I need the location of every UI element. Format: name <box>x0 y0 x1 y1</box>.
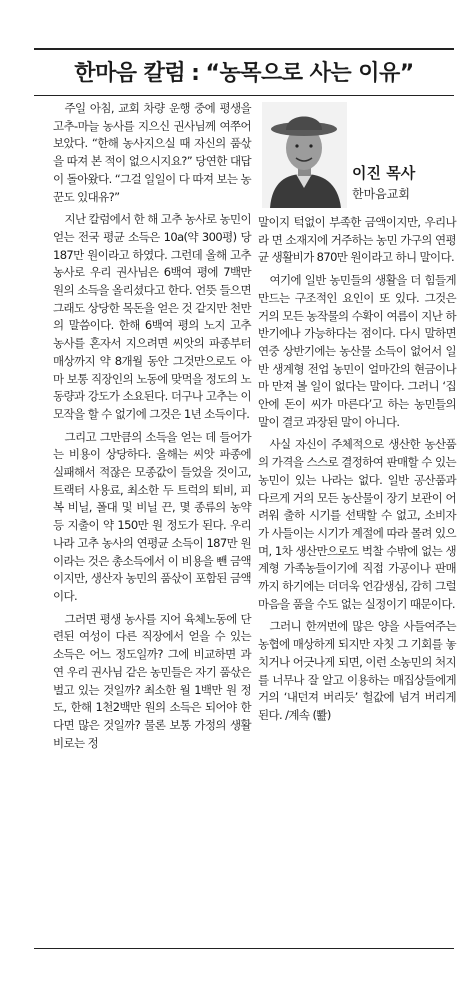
author-name: 이진 목사 <box>352 164 416 182</box>
top-rule <box>34 48 454 50</box>
column-series-label: 한마음 칼럼 <box>74 61 186 86</box>
column-headline: “농목으로 사는 이유” <box>205 61 414 86</box>
paragraph: 여기에 일반 농민들의 생활을 더 힘들게 만드는 구조적인 요인이 또 있다. 그것은 거의 모든 농작물의 수확이 여름이 지난 하반기에나 가능하다는 점이다. 다시 말하면 연중 상반기에는 농산물 소득이 없어서 일반 생계형 전업 농민이 얼마간의 현금이나마 만져 볼 일이 없다는 말이다. 그러니 ‘집안에 돈이 씨가 마른다’고 하는 농민들의 말이 결코 과장된 말이 아니다. <box>258 273 456 429</box>
paragraph: 주일 아침, 교회 차량 운행 중에 평생을 고추-마늘 농사를 지으신 권사님께 여쭈어보았다. “한해 농사지으실 때 자신의 품삯을 따져 본 적이 없으시지요?” 당연한 대답이 돌아왔다. “그걸 일일이 다 따져 보는 농꾼도 있대유?” <box>53 101 251 204</box>
paragraph: 말이지 턱없이 부족한 금액이지만, 우리나라 면 소재지에 거주하는 농민 가구의 연평균 생활비가 870만 원이라고 하니 말이다. <box>258 215 456 265</box>
paragraph: 지난 칼럼에서 한 해 고추 농사로 농민이 얻는 전국 평균 소득은 10a(약 300평) 당 187만 원이라고 하였다. 그런데 올해 고추 농사로 우리 권사님은 6백여 평에 7백만 원의 소득을 올리셨다고 한다. 언뜻 들으면 그래도 상당한 목돈을 얻은 것 같지만 천만의 말씀이다. 한해 6백여 평의 노지 고추 농사를 혼자서 지으려면 씨앗의 파종부터 매상까지 약 8개월 동안 그것만으로도 아마 보통 직장인의 노동에 맞먹을 정도의 노동량과 강도가 소요된다. 더구나 고추는 이모작을 할 수 없기에 그것은 1년 소득이다. <box>53 212 251 421</box>
column-title <box>34 57 454 91</box>
author-byline <box>352 163 415 203</box>
body-column-left <box>53 100 251 752</box>
paragraph: 그러면 평생 농사를 지어 육체노동에 단련된 여성이 다른 직장에서 얻을 수 있는 소득은 어느 정도일까? 그에 비교하면 과연 우리 권사님 같은 농민들은 자기 품삯은 벌고 있는 것일까? 최소한 월 1백만 원 정도, 한해 1천2백만 원의 소득은 되어야 한다면 많은 것일까? 물론 보통 가정의 생활비로는 정 <box>53 611 251 750</box>
author-photo <box>262 102 347 208</box>
author-church: 한마음교회 <box>352 187 410 201</box>
paragraph: 그리고 그만큼의 소득을 얻는 데 들어가는 비용이 상당하다. 올해는 씨앗 파종에 실패해서 적잖은 모종값이 들었을 것이고, 트랙터 사용료, 최소한 두 트럭의 퇴비, 피복 비닐, 폴대 및 비닐 끈, 몇 종류의 농약 등 지출이 약 150만 원 정도가 된다. 우리나라 고추 농사의 연평균 소득이 187만 원이라는 것은 총소득에서 이 비용을 뺀 금액이지만, 생산자 농민의 품삯이 포함된 금액이다. <box>53 429 251 603</box>
paragraph: 사실 자신이 주체적으로 생산한 농산품의 가격을 스스로 결정하여 판매할 수 있는 농민이 있는 나라는 없다. 일반 공산품과 다르게 거의 모든 농산물이 장기 보관이 어려워 출하 시기를 선택할 수 없고, 소비자가 사들이는 시기가 계절에 따라 몰려 있으며, 1차 생산만으로도 벅찰 수밖에 없는 생계형 가족농들이기에 직접 가공이나 판매까지 하기에는 더더욱 언감생심, 감히 그럴 마음을 품을 수도 없는 실정이기 때문이다. <box>258 437 456 611</box>
title-rule <box>34 95 454 96</box>
paragraph: 그러니 한꺼번에 많은 양을 사들여주는 농협에 매상하게 되지만 자칫 그 기회를 놓치거나 어긋나게 되면, 이런 소농민의 처지를 너무나 잘 알고 이용하는 매집상들에게 거의 ‘내던져 버리듯’ 헐값에 넘겨 버리게 된다. /계속 (뽪) <box>258 619 456 722</box>
bottom-rule <box>34 948 454 949</box>
body-column-right <box>258 214 456 725</box>
title-separator: : <box>191 61 200 86</box>
